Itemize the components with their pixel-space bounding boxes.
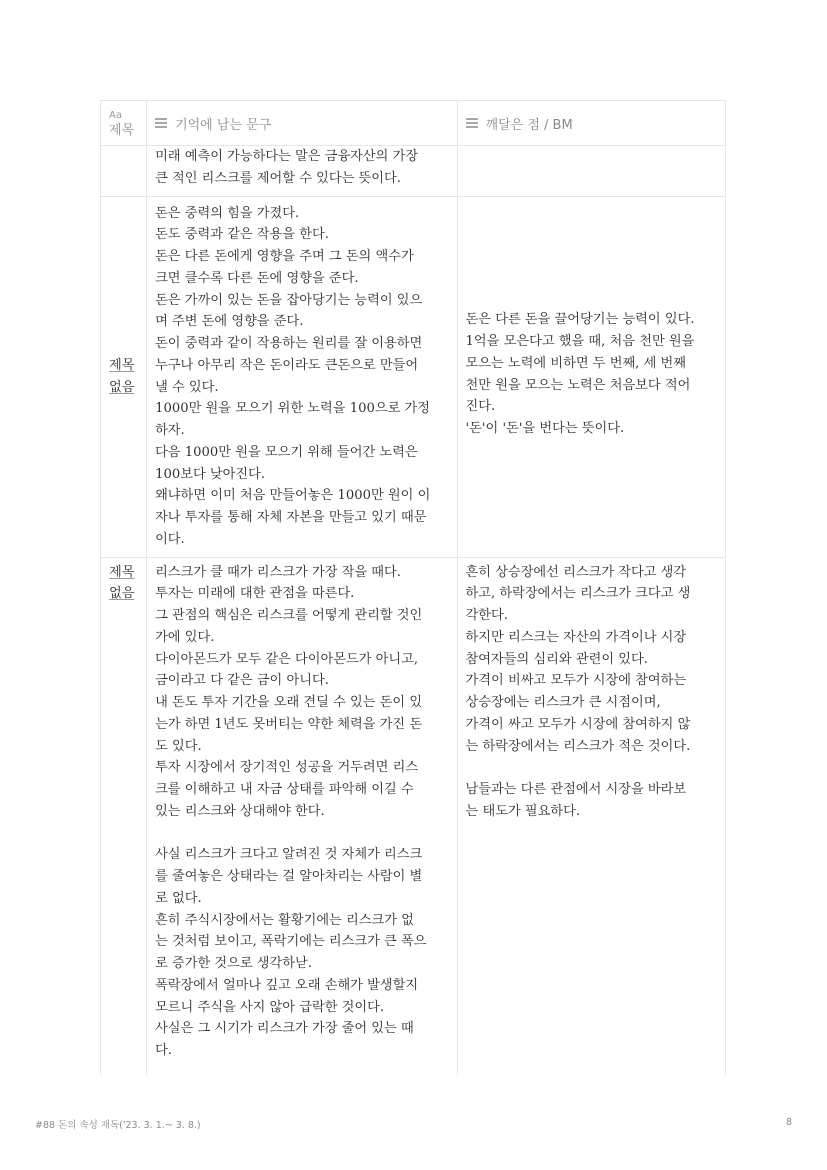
row-title-link[interactable]: 제목 없음 xyxy=(109,564,135,602)
header-quote-label: 기억에 남는 문구 xyxy=(175,117,272,133)
header-title-column[interactable] xyxy=(101,101,147,146)
row-title-link[interactable]: 제목 없음 xyxy=(109,357,135,395)
page-footer: #88 돈의 속성 재독('23. 3. 1.~ 3. 8.) xyxy=(35,1120,201,1131)
text-lines-icon xyxy=(466,118,478,128)
row-quote-cell[interactable] xyxy=(147,146,457,197)
row-quote-text: 리스크가 클 때가 리스크가 가장 작을 때다. 투자는 미래에 대한 관점을 따른다. 그 관점의 핵심은 리스크를 어떻게 관리할 것인 가에 있다. 다이아몬드가 모두 같은 다이아몬드가 아니고, 금이라고 다 같은 금이 아니다. 내 돈도 투자 기간을 오래 견딜 수 있는 돈이 있 는가 하면 1년도 못버티는 약한 체력을 가진 돈 도 있다. 투자 시장에서 장기적인 성공을 거두려면 리스 크를 이해하고 내 자금 상태를 파악해 이길 수 있는 리스크와 상대해야 한다. 사실 리스크가 크다고 알려진 것 자체가 리스크 를 줄여놓은 상태라는 걸 알아차리는 사람이 별 로 없다. 흔히 주식시장에서는 활황기에는 리스크가 없 는 것처럼 보이고, 폭락기에는 리스크가 큰 폭으 로 증가한 것으로 생각하낟. 폭락장에서 얼마나 깊고 오래 손해가 발생할지 모르니 주식을 사지 않아 급락한 것이다. 사실은 그 시기가 리스크가 가장 줄어 있는 때 다. xyxy=(155,564,427,1058)
row-quote-text: 미래 예측이 가능하다는 말은 금융자산의 가장 큰 적인 리스크를 제어할 수 있다는 뜻이다. xyxy=(155,149,419,186)
table-row[interactable] xyxy=(101,146,726,197)
text-lines-icon xyxy=(155,118,167,128)
row-insight-text: 돈은 다른 돈을 끌어당기는 능력이 있다. 1억을 모은다고 했을 때, 처음 천만 원을 모으는 노력에 비하면 두 번째, 세 번째 천만 원을 모으는 노력은 처음보다 적어 진다. '돈'이 '돈'을 번다는 뜻이다. xyxy=(465,312,695,436)
row-insight-cell[interactable] xyxy=(457,146,725,197)
row-quote-text: 돈은 중력의 힘을 가졌다. 돈도 중력과 같은 작용을 한다. 돈은 다른 돈에게 영향을 주며 그 돈의 액수가 크면 클수록 다른 돈에 영향을 준다. 돈은 가까이 있는 돈을 잡아당기는 능력이 있으 며 주변 돈에 영향을 준다. 돈이 중력과 같이 작용하는 원리를 잘 이용하면 누구나 아무리 작은 돈이라도 큰돈으로 만들어 낼 수 있다. 1000만 원을 모으기 위한 노력을 100으로 가정 하자. 다음 1000만 원을 모으기 위해 들어간 노력은 100보다 낮아진다. 왜냐하면 이미 처음 만들어놓은 1000만 원이 이 자나 투자를 통해 자체 자본을 만들고 있기 때문 이다. xyxy=(155,205,431,547)
row-quote-cell[interactable] xyxy=(147,557,457,1075)
row-title-cell[interactable] xyxy=(101,557,147,1075)
text-property-icon: Aa xyxy=(109,110,122,121)
table-row[interactable] xyxy=(101,196,726,557)
notes-table xyxy=(100,100,726,1075)
row-title-cell[interactable] xyxy=(101,146,147,197)
row-insight-cell[interactable] xyxy=(457,557,725,1075)
table-header-row xyxy=(101,101,726,146)
page-number: 8 xyxy=(785,1117,792,1128)
header-insight-label: 깨달은 점 / BM xyxy=(485,117,573,133)
header-insight-column[interactable] xyxy=(457,101,725,146)
row-insight-text xyxy=(458,146,725,152)
row-insight-cell[interactable] xyxy=(457,196,725,557)
row-title-cell[interactable] xyxy=(101,196,147,557)
row-quote-cell[interactable] xyxy=(147,196,457,557)
header-quote-column[interactable] xyxy=(147,101,457,146)
row-insight-text: 흔히 상승장에선 리스크가 작다고 생각 하고, 하락장에서는 리스크가 크다고 생 각한다. 하지만 리스크는 자산의 가격이나 시장 참여자들의 심리와 관련이 있다. 가격이 비싸고 모두가 시장에 참여하는 상승장에는 리스크가 큰 시점이며, 가격이 싸고 모두가 시장에 참여하지 않 는 하락장에서는 리스크가 적은 것이다. 남들과는 다른 관점에서 시장을 바라보 는 태도가 필요하다. xyxy=(465,564,691,819)
header-title-label: 제목 xyxy=(109,123,135,138)
table-row[interactable] xyxy=(101,557,726,1075)
